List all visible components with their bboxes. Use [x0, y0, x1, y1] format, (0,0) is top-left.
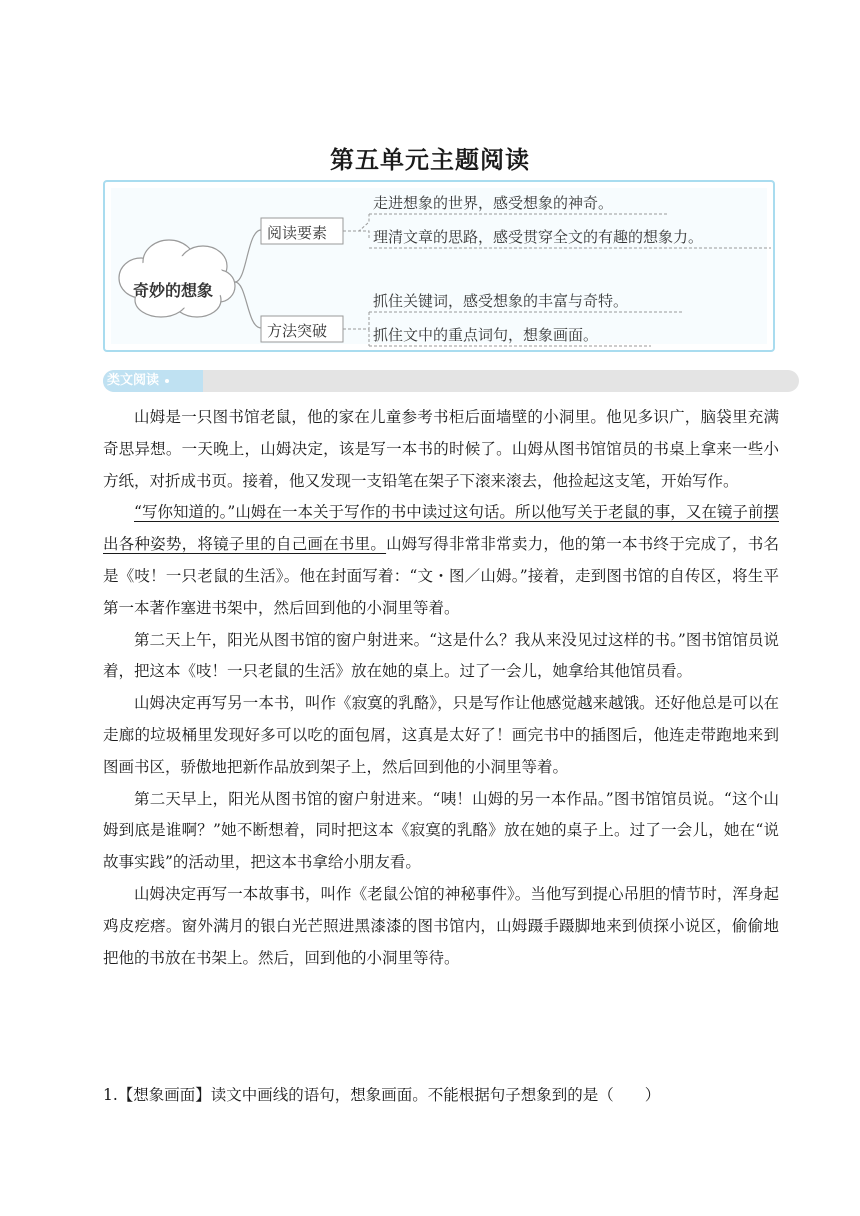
mind-map-center: 奇妙的想象: [132, 281, 213, 300]
section-header-label: 类文阅读: [103, 370, 203, 392]
branch-label-method: 方法突破: [267, 322, 328, 340]
section-header-bar: [103, 370, 799, 392]
paragraph: [103, 497, 779, 624]
reading-passage: [103, 402, 779, 974]
paragraph: 第二天早上，阳光从图书馆的窗户射进来。“咦！山姆的另一本作品。”图书馆馆员说。“这个山姆到底是谁啊？”她不断想着，同时把这本《寂寞的乳酪》放在她的桌子上。过了一会儿，她在“说故事实践”的活动里，把这本书拿给小朋友看。: [103, 789, 779, 872]
leaf-item: 抓住文中的重点词句，想象画面。: [373, 326, 599, 344]
paragraph: 山姆是一只图书馆老鼠，他的家在儿童参考书柜后面墙壁的小洞里。他见多识广，脑袋里充满奇思异想。一天晚上，山姆决定，该是写一本书的时候了。山姆从图书馆馆员的书桌上拿来一些小方纸，对折成书页。接着，他又发现一支铅笔在架子下滚来滚去，他捡起这支笔，开始写作。: [103, 408, 779, 490]
paragraph: 山姆决定再写一本故事书，叫作《老鼠公馆的神秘事件》。当他写到提心吊胆的情节时，浑身起鸡皮疙瘩。窗外满月的银白光芒照进黑漆漆的图书馆内，山姆蹑手蹑脚地来到侦探小说区，偷偷地把他的书放在书架上。然后，回到他的小洞里等待。: [103, 884, 779, 967]
question-1: 1.【想象画面】读文中画线的语句，想象画面。不能根据句子想象到的是（ ）: [103, 1086, 661, 1104]
underlined-sentence: “写你知道的。”山姆在一本关于写作的书中读过这句话。所以他写关于老鼠的事，又在镜子前摆出各种姿势，将镜子里的自己画在书里。: [103, 503, 779, 554]
paragraph: 山姆决定再写另一本书，叫作《寂寞的乳酪》，只是写作让他感觉越来越饿。还好他总是可以在走廊的垃圾桶里发现好多可以吃的面包屑，这真是太好了！画完书中的插图后，他连走带跑地来到图画书区，骄傲地把新作品放到架子上，然后回到他的小洞里等着。: [103, 694, 779, 776]
paragraph: 第二天上午，阳光从图书馆的窗户射进来。“这是什么？我从来没见过这样的书。”图书馆馆员说着，把这本《吱！一只老鼠的生活》放在她的桌上。过了一会儿，她拿给其他馆员看。: [103, 630, 779, 681]
page-title: 第五单元主题阅读: [330, 146, 530, 174]
leaf-item: 理清文章的思路，感受贯穿全文的有趣的想象力。: [373, 228, 704, 246]
leaf-item: 走进想象的世界，感受想象的神奇。: [373, 194, 614, 212]
paragraph-rest: 山姆写得非常非常卖力，他的第一本书终于完成了，书名是《吱！一只老鼠的生活》。他在封面写着：“文・图／山姆。”接着，走到图书馆的自传区，将生平第一本著作塞进书架中，然后回到他的小洞里等着。: [103, 535, 779, 617]
leaf-item: 抓住关键词，感受想象的丰富与奇特。: [373, 292, 629, 310]
branch-label-reading: 阅读要素: [267, 224, 328, 242]
mind-map-panel: [111, 188, 767, 344]
mind-map: [103, 180, 775, 352]
